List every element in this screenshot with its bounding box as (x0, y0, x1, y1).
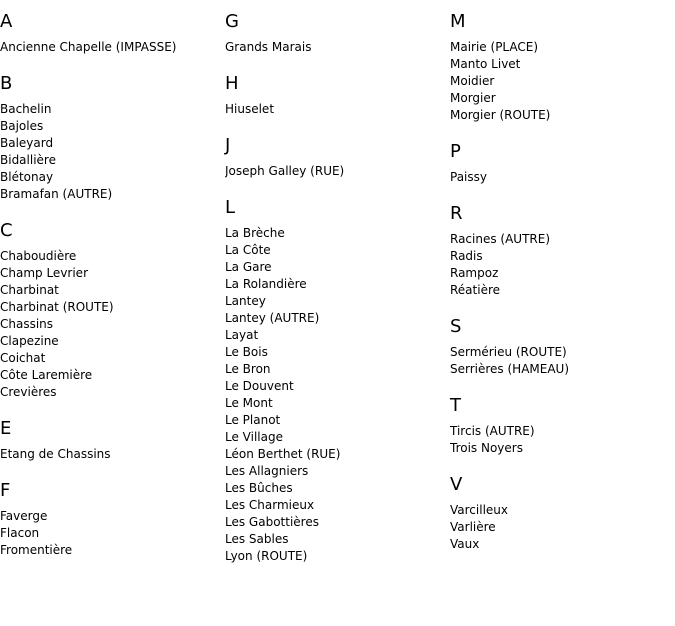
place-name: Hiuselet (225, 102, 275, 116)
letter-group (225, 196, 447, 565)
letter-heading: E (0, 418, 12, 439)
letter-heading: V (450, 474, 463, 495)
place-name: Radis (450, 249, 483, 263)
place-name: Flacon (0, 526, 40, 540)
place-name: Bramafan (AUTRE) (0, 187, 113, 201)
place-name: Manto Livet (450, 57, 521, 71)
letter-group (0, 10, 222, 56)
place-list (225, 39, 447, 56)
place-name: Les Bûches (225, 481, 293, 495)
letter-group (450, 315, 672, 378)
place-name: Lantey (225, 294, 266, 308)
letter-group (450, 10, 672, 124)
letter-heading: P (450, 141, 461, 162)
letter-heading: C (0, 220, 13, 241)
place-name: Le Bron (225, 362, 271, 376)
place-name: Charbinat (0, 283, 59, 297)
place-list (450, 39, 672, 124)
place-name: Paissy (450, 170, 487, 184)
letter-group (450, 394, 672, 457)
place-list (0, 508, 222, 559)
letter-heading: L (225, 197, 236, 218)
place-name: Layat (225, 328, 259, 342)
place-name: Coichat (0, 351, 46, 365)
place-name: Le Village (225, 430, 283, 444)
place-name: Tircis (AUTRE) (450, 424, 535, 438)
place-name: Bachelin (0, 102, 52, 116)
place-name: Crevières (0, 385, 57, 399)
place-name: Bidallière (0, 153, 56, 167)
place-list (0, 101, 222, 203)
place-name: Bajoles (0, 119, 44, 133)
place-name: Etang de Chassins (0, 447, 111, 461)
place-list (0, 39, 222, 56)
place-name: Les Allagniers (225, 464, 309, 478)
place-name: Varlière (450, 520, 496, 534)
letter-group (0, 417, 222, 463)
place-name: Varcilleux (450, 503, 508, 517)
place-name: Morgier (ROUTE) (450, 108, 551, 122)
place-name: Chaboudière (0, 249, 77, 263)
place-name: Moidier (450, 74, 495, 88)
letter-group (0, 219, 222, 401)
letter-group (450, 473, 672, 553)
place-name: Champ Levrier (0, 266, 89, 280)
place-name: Joseph Galley (RUE) (225, 164, 345, 178)
place-list (450, 344, 672, 378)
index-column-2 (225, 0, 447, 581)
place-name: Le Mont (225, 396, 273, 410)
place-list (450, 423, 672, 457)
place-name: Les Charmieux (225, 498, 315, 512)
place-list (450, 502, 672, 553)
place-name: Blétonay (0, 170, 54, 184)
place-name: Chassins (0, 317, 54, 331)
letter-heading: H (225, 73, 239, 94)
index-column-3 (450, 0, 672, 569)
place-name: Le Douvent (225, 379, 294, 393)
letter-heading: R (450, 203, 463, 224)
place-name: La Côte (225, 243, 271, 257)
letter-heading: T (450, 395, 461, 416)
place-list (0, 248, 222, 401)
place-name: Sermérieu (ROUTE) (450, 345, 567, 359)
place-list (450, 231, 672, 299)
letter-group (450, 140, 672, 186)
letter-heading: F (0, 480, 11, 501)
place-name: Léon Berthet (RUE) (225, 447, 341, 461)
place-name: Charbinat (ROUTE) (0, 300, 114, 314)
place-list (450, 169, 672, 186)
place-name: Baleyard (0, 136, 54, 150)
place-list (0, 446, 222, 463)
place-name: Les Gabottières (225, 515, 319, 529)
place-name: La Gare (225, 260, 272, 274)
place-name: Le Planot (225, 413, 281, 427)
place-name: Vaux (450, 537, 480, 551)
letter-heading: M (450, 11, 466, 32)
letter-group (225, 72, 447, 118)
letter-group (450, 202, 672, 299)
place-name: La Brèche (225, 226, 285, 240)
letter-group (225, 134, 447, 180)
place-name: Les Sables (225, 532, 289, 546)
place-name: Fromentière (0, 543, 73, 557)
letter-heading: S (450, 316, 462, 337)
letter-heading: G (225, 11, 239, 32)
letter-group (0, 72, 222, 203)
place-name: Lyon (ROUTE) (225, 549, 308, 563)
place-name: Rampoz (450, 266, 499, 280)
index-column-1 (0, 0, 222, 575)
letter-heading: B (0, 73, 13, 94)
letter-group (225, 10, 447, 56)
place-name: Serrières (HAMEAU) (450, 362, 570, 376)
place-name: Morgier (450, 91, 496, 105)
place-name: Lantey (AUTRE) (225, 311, 320, 325)
place-name: Racines (AUTRE) (450, 232, 551, 246)
place-name: Trois Noyers (450, 441, 523, 455)
place-name: La Rolandière (225, 277, 307, 291)
letter-heading: J (225, 135, 231, 156)
place-name: Le Bois (225, 345, 268, 359)
place-name: Grands Marais (225, 40, 312, 54)
place-name: Ancienne Chapelle (IMPASSE) (0, 40, 177, 54)
letter-group (0, 479, 222, 559)
place-name: Mairie (PLACE) (450, 40, 539, 54)
place-list (225, 163, 447, 180)
letter-heading: A (0, 11, 13, 32)
place-name: Faverge (0, 509, 48, 523)
place-list (225, 225, 447, 565)
place-name: Clapezine (0, 334, 59, 348)
place-name: Réatière (450, 283, 501, 297)
place-list (225, 101, 447, 118)
place-name: Côte Laremière (0, 368, 93, 382)
